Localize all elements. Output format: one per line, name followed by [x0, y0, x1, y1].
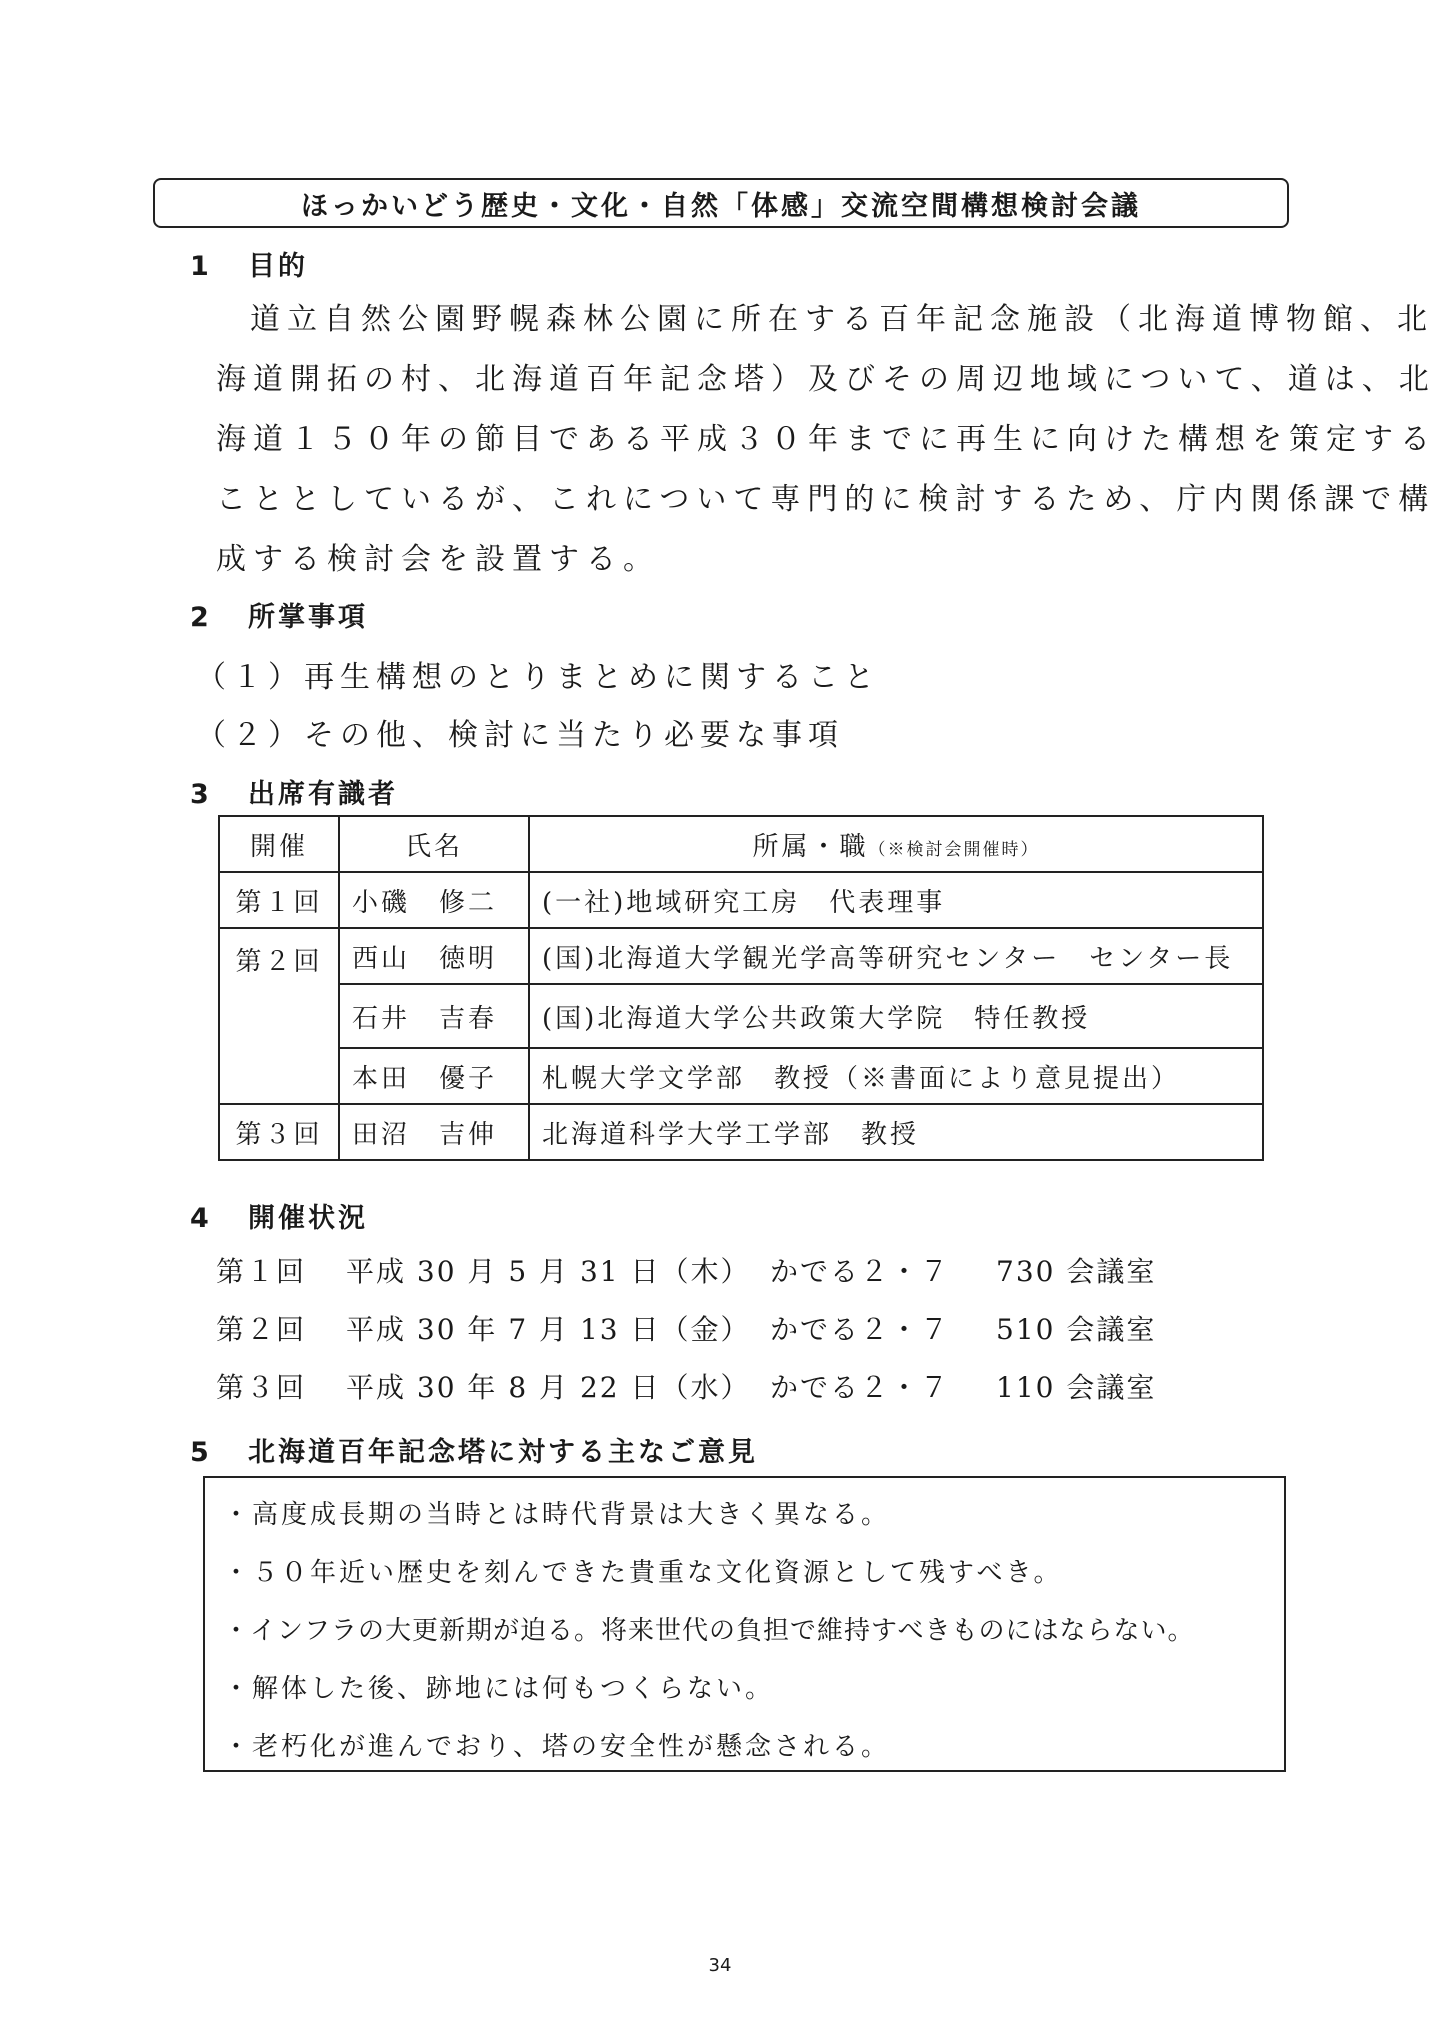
schedule-date: 平成 30 年 7 月 13 日（金） — [346, 1313, 751, 1346]
session-cell: 第３回 — [219, 1104, 339, 1160]
affiliation-cell: (国)北海道大学観光学高等研究センター センター長 — [529, 928, 1263, 984]
document-title: ほっかいどう歴史・文化・自然「体感」交流空間構想検討会議 — [153, 178, 1289, 228]
schedule-room: 110 会議室 — [996, 1371, 1157, 1404]
section-title: 目的 — [248, 251, 308, 282]
table-row — [219, 872, 1263, 928]
header-session: 開催 — [219, 816, 339, 872]
duty-item-1: （１）再生構想のとりまとめに関すること — [196, 660, 880, 695]
section-number: 1 — [190, 251, 212, 282]
affiliation-cell: 札幌大学文学部 教授（※書面により意見提出） — [529, 1048, 1263, 1104]
schedule-venue: かでる２・７ — [770, 1371, 951, 1404]
schedule-session: 第２回 — [216, 1313, 307, 1346]
section-number: 2 — [190, 602, 212, 633]
section-1-heading — [190, 244, 308, 283]
section-number: 3 — [190, 779, 212, 810]
section-4-heading — [190, 1196, 368, 1235]
schedule-room: 510 会議室 — [996, 1313, 1157, 1346]
table-header-row — [219, 816, 1263, 872]
opinion-item: ・５０年近い歴史を刻んできた貴重な文化資源として残すべき。 — [223, 1558, 1063, 1588]
name-cell: 西山 徳明 — [339, 928, 529, 984]
opinion-item: ・インフラの大更新期が迫る。将来世代の負担で維持すべきものにはならない。 — [223, 1616, 1195, 1646]
schedule-venue: かでる２・７ — [770, 1313, 951, 1346]
schedule-date: 平成 30 年 8 月 22 日（水） — [346, 1371, 751, 1404]
name-cell: 小磯 修二 — [339, 872, 529, 928]
section-title: 所掌事項 — [248, 602, 368, 633]
name-cell: 本田 優子 — [339, 1048, 529, 1104]
purpose-line-3: 海道１５０年の節目である平成３０年までに再生に向けた構想を策定する — [216, 422, 1437, 457]
opinion-item: ・老朽化が進んでおり、塔の安全性が懸念される。 — [223, 1732, 891, 1762]
purpose-line-5: 成する検討会を設置する。 — [216, 542, 660, 577]
opinion-item: ・高度成長期の当時とは時代背景は大きく異なる。 — [223, 1500, 891, 1530]
opinions-box — [203, 1476, 1286, 1772]
header-name: 氏名 — [339, 816, 529, 872]
purpose-line-2: 海道開拓の村、北海道百年記念塔）及びその周辺地域について、道は、北 — [216, 362, 1436, 397]
section-number: 4 — [190, 1203, 212, 1234]
affiliation-cell: (一社)地域研究工房 代表理事 — [529, 872, 1263, 928]
name-cell: 石井 吉春 — [339, 984, 529, 1048]
table-row — [219, 1048, 1263, 1104]
header-affiliation-note: （※検討会開催時） — [868, 839, 1040, 860]
purpose-line-4: こととしているが、これについて専門的に検討するため、庁内関係課で構 — [216, 482, 1436, 517]
opinion-item: ・解体した後、跡地には何もつくらない。 — [223, 1674, 775, 1704]
section-5-heading — [190, 1430, 758, 1469]
schedule-venue: かでる２・７ — [770, 1255, 951, 1288]
section-number: 5 — [190, 1437, 212, 1468]
attendees-table — [218, 815, 1264, 1161]
duty-item-2: （２）その他、検討に当たり必要な事項 — [196, 718, 844, 753]
section-title: 出席有識者 — [248, 779, 398, 810]
purpose-line-1: 道立自然公園野幌森林公園に所在する百年記念施設（北海道博物館、北 — [250, 302, 1434, 337]
schedule-session: 第１回 — [216, 1255, 307, 1288]
session-cell: 第１回 — [219, 872, 339, 928]
affiliation-cell: 北海道科学大学工学部 教授 — [529, 1104, 1263, 1160]
schedule-session: 第３回 — [216, 1371, 307, 1404]
name-cell: 田沼 吉伸 — [339, 1104, 529, 1160]
header-affiliation — [529, 816, 1263, 872]
schedule-room: 730 会議室 — [996, 1255, 1157, 1288]
section-2-heading — [190, 595, 368, 634]
affiliation-cell: (国)北海道大学公共政策大学院 特任教授 — [529, 984, 1263, 1048]
section-3-heading — [190, 772, 398, 811]
table-row — [219, 1104, 1263, 1160]
section-title: 開催状況 — [248, 1203, 368, 1234]
table-row — [219, 928, 1263, 984]
page-number: 34 — [708, 1955, 732, 1976]
header-affiliation-label: 所属・職 — [752, 831, 869, 862]
table-row — [219, 984, 1263, 1048]
session-cell: 第２回 — [219, 928, 339, 1104]
section-title: 北海道百年記念塔に対する主なご意見 — [248, 1437, 758, 1468]
schedule-date: 平成 30 月 5 月 31 日（木） — [346, 1255, 751, 1288]
